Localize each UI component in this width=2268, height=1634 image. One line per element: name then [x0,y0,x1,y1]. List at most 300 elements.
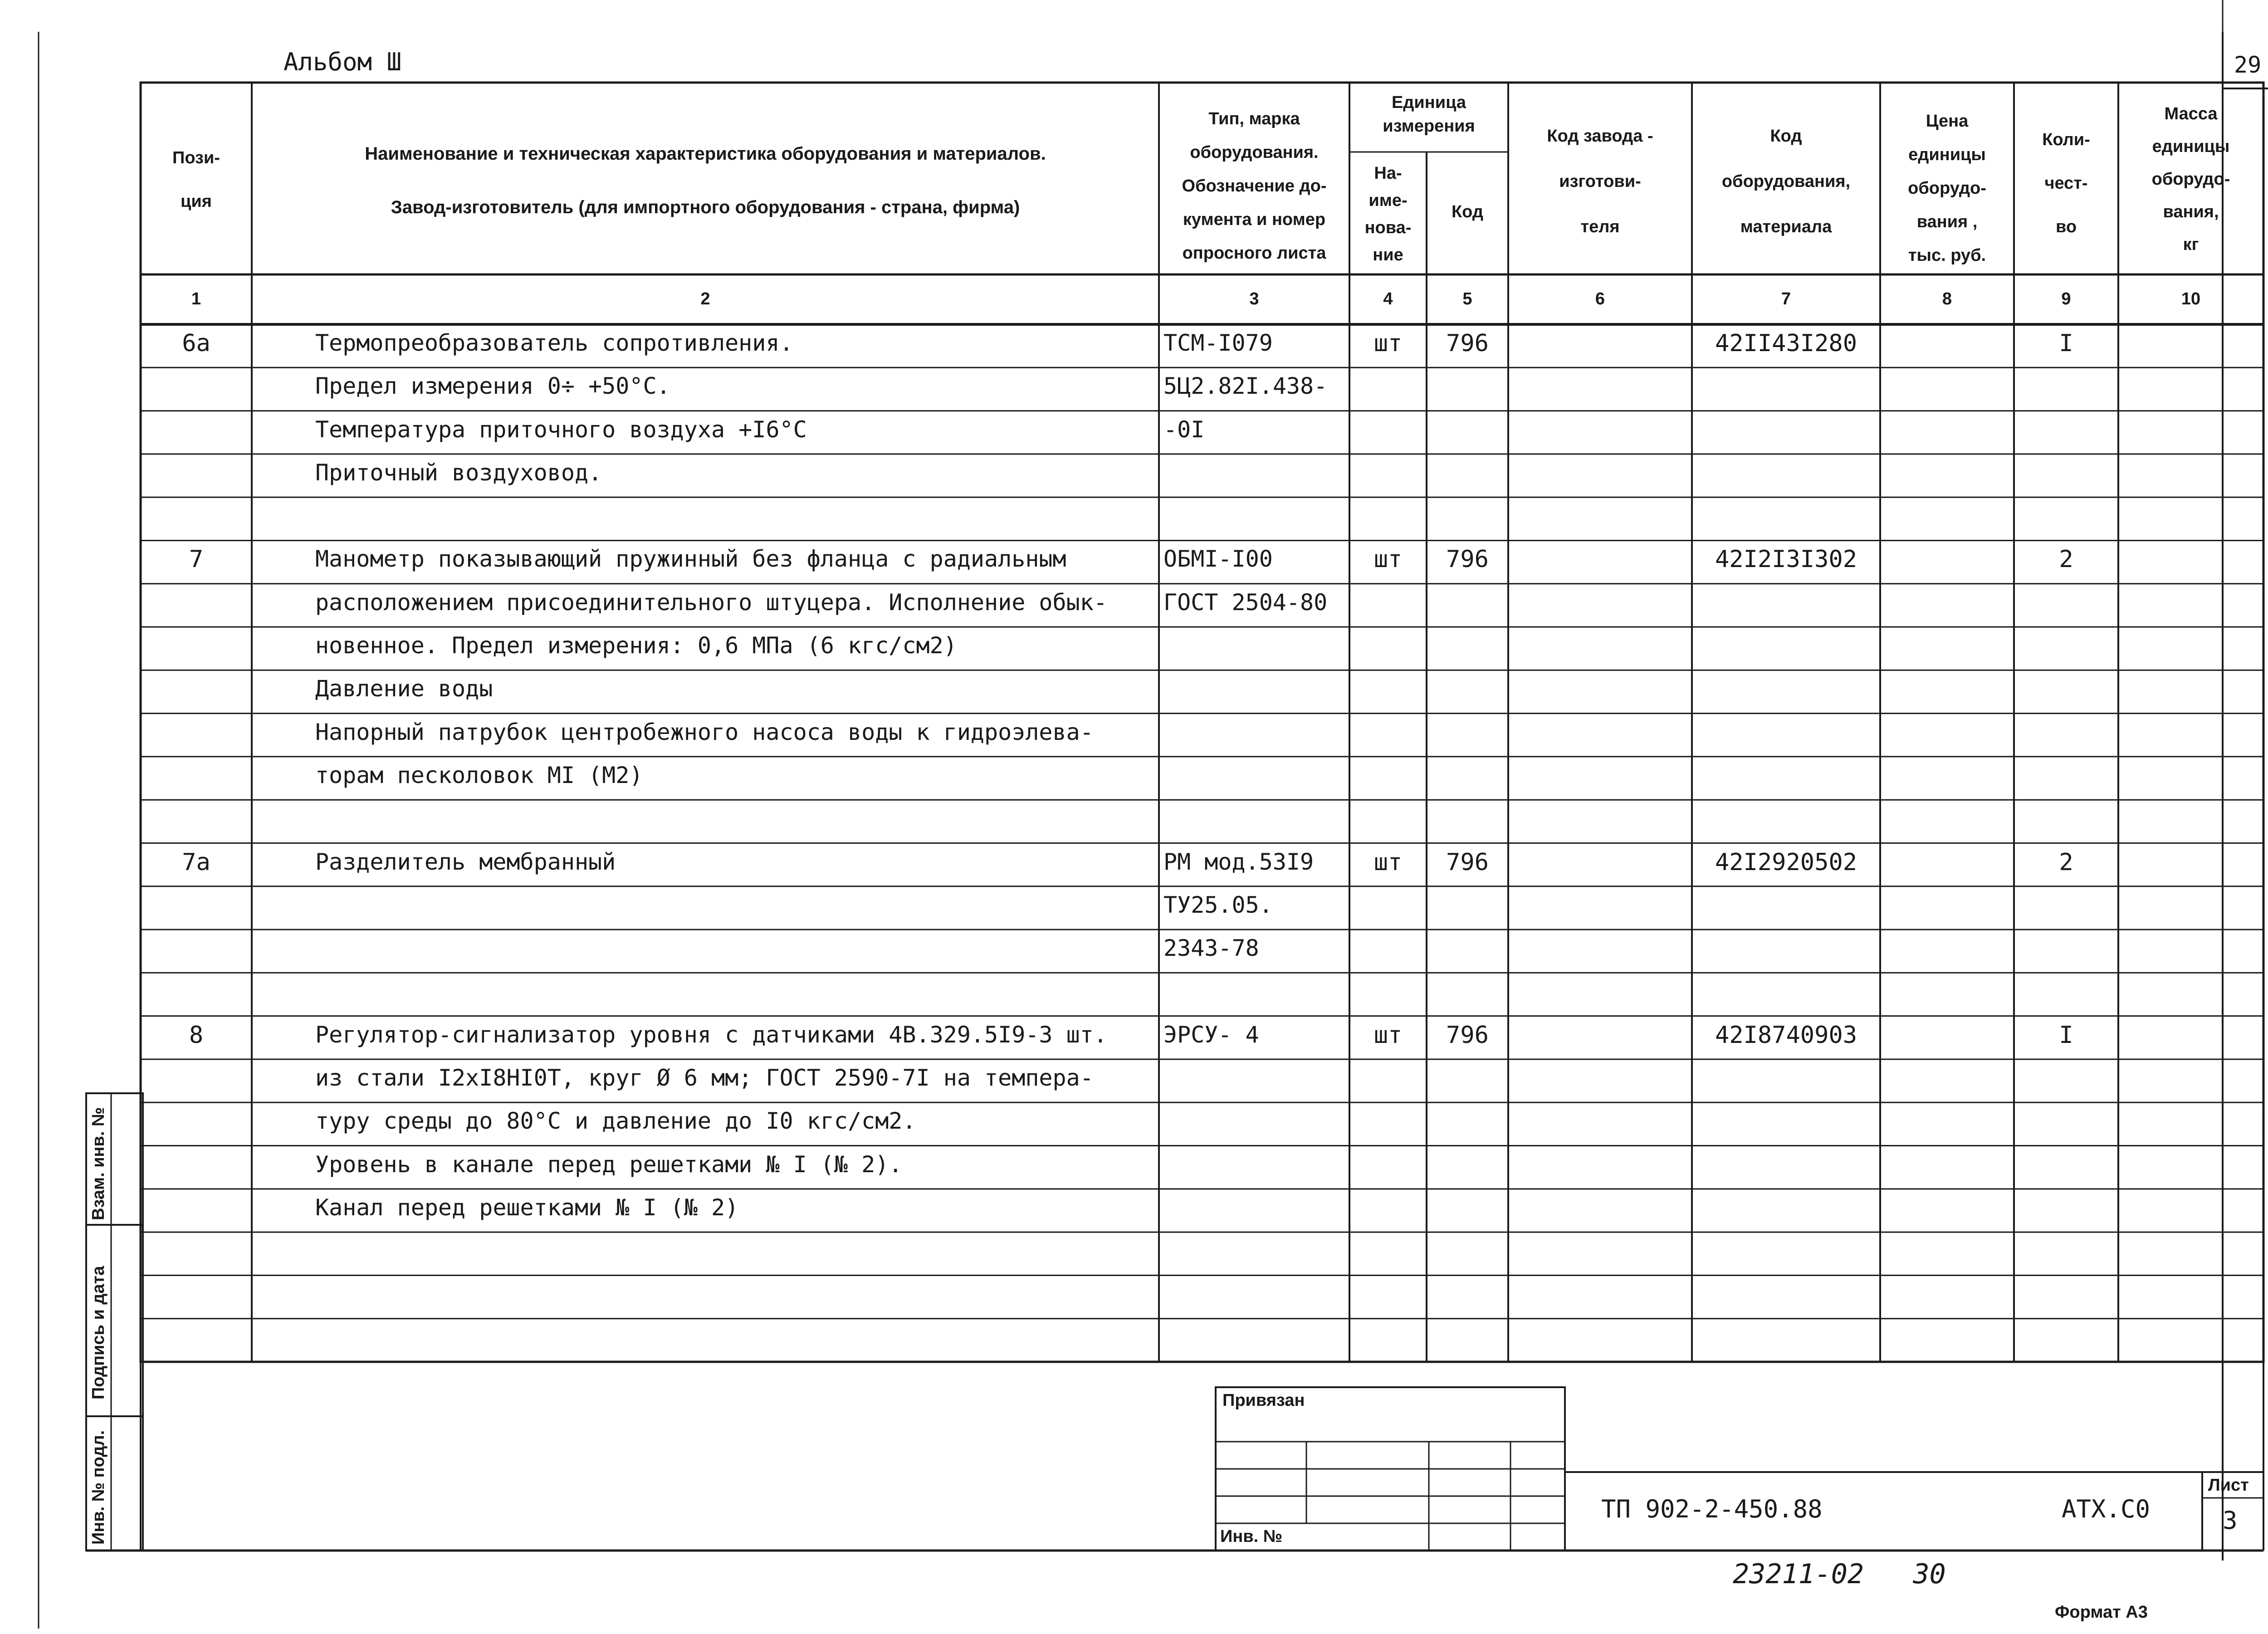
table-cell [1880,851,2014,889]
document-code: ТП 902-2-450.88 [1601,1495,1823,1523]
col-header-unit-name [1349,160,1427,269]
column-number: 1 [191,289,201,308]
col-header-equipment-code [1692,113,1880,250]
col-header-line: единицы [2152,137,2230,156]
table-cell: 5Ц2.82I.438- [1163,375,1328,400]
table-cell [1508,1282,1692,1321]
table-cell [1427,894,1508,932]
table-cell [1880,937,2014,975]
col-header-unit [1349,91,1508,138]
col-header-name [254,127,1157,234]
table-cell [1880,461,2014,500]
table-cell: 6а [182,332,210,357]
table-cell [2014,504,2118,543]
col-header-line: Цена [1926,112,1969,131]
table-cell: 7а [182,850,210,876]
sheet-number: 3 [2223,1506,2238,1535]
table-cell: 2343-78 [1163,937,1259,962]
document-mark: АТХ.С0 [2062,1495,2151,1523]
table-cell [1880,980,2014,1018]
table-cell [141,1153,252,1192]
table-cell [2118,1239,2263,1278]
table-cell [1692,1282,1880,1321]
table-cell [141,980,252,1018]
table-cell [1163,1196,1349,1235]
table-cell [2014,1110,2118,1148]
col-header-line: Пози- [172,148,220,167]
table-cell [1880,375,2014,413]
table-cell [315,937,1159,975]
table-cell [1508,634,1692,673]
table-cell [1508,591,1692,630]
table-cell [2118,937,2263,975]
table-cell [1163,677,1349,716]
table-cell: 2 [2059,548,2073,573]
table-cell [1427,461,1508,500]
col-header-line: нова- [1364,218,1412,237]
table-cell [1692,807,1880,846]
table-cell [141,937,252,975]
table-cell: 796 [1446,850,1489,876]
table-cell [141,764,252,802]
table-cell [1880,1282,2014,1321]
table-cell [2014,894,2118,932]
table-cell [1427,418,1508,457]
table-cell [2118,764,2263,802]
table-cell [141,721,252,759]
table-cell: I [2059,1023,2073,1049]
table-cell [1880,1326,2014,1365]
sheet-label: Лист [2208,1476,2249,1495]
table-cell [2014,1196,2118,1235]
table-cell [1163,1067,1349,1105]
stamp-original-inventory: Инв. № подл. [89,1430,108,1545]
table-cell [2014,721,2118,759]
table-cell [1427,1067,1508,1105]
table-cell [1508,1196,1692,1235]
table-cell [1163,807,1349,846]
table-cell: -0I [1163,418,1205,443]
col-header-line: Завод-изготовитель (для импортного оборудования - страна, фирма) [391,197,1020,217]
table-cell [141,461,252,500]
table-cell [2118,548,2263,586]
col-header-type [1161,102,1347,270]
table-cell [141,504,252,543]
table-cell [1880,418,2014,457]
table-cell: 42I2920502 [1715,850,1857,876]
table-cell [141,375,252,413]
table-cell [141,418,252,457]
col-header-mass [2118,98,2263,261]
col-header-position [141,136,252,223]
table-cell [1349,375,1427,413]
table-cell [1427,1196,1508,1235]
table-cell [2118,1196,2263,1235]
table-cell: ТСМ-I079 [1163,332,1273,356]
table-cell: Уровень в канале перед решетками № I (№ 2). [315,1153,903,1178]
table-cell [1692,1326,1880,1365]
col-header-line: оборудо- [2151,170,2230,189]
col-header-line: теля [1580,217,1620,236]
table-cell [1349,591,1427,630]
table-cell [141,1326,252,1365]
table-cell: из стали I2хI8НI0Т, круг Ø 6 мм; ГОСТ 2590-7I на темпера- [315,1066,1094,1091]
table-cell [1427,1326,1508,1365]
table-cell [1880,894,2014,932]
table-cell [1163,764,1349,802]
table-cell: Давление воды [315,677,493,702]
table-cell [2014,461,2118,500]
table-cell [2118,1023,2263,1062]
table-cell [1880,548,2014,586]
table-cell [141,807,252,846]
table-cell [2014,634,2118,673]
table-cell [2118,504,2263,543]
table-cell [2014,980,2118,1018]
col-header-quantity [2014,118,2118,249]
column-number: 6 [1595,289,1605,308]
col-header-line: Масса [2164,104,2218,123]
table-cell [2118,894,2263,932]
table-cell [1692,1067,1880,1105]
table-cell [1508,937,1692,975]
table-cell [1163,1110,1349,1148]
table-cell [1508,375,1692,413]
table-cell [315,980,1159,1018]
table-cell [1508,418,1692,457]
table-cell [1163,504,1349,543]
table-cell [1349,418,1427,457]
table-cell [2118,1326,2263,1365]
table-cell [1880,764,2014,802]
table-cell: шт [1374,1023,1403,1049]
table-cell: ГОСТ 2504-80 [1163,591,1328,616]
table-cell [1880,1023,2014,1062]
table-cell [2118,591,2263,630]
table-cell [2118,807,2263,846]
table-cell [1349,721,1427,759]
col-header-line: во [2055,217,2077,236]
stamp-replacement-inventory: Взам. инв. № [89,1107,108,1220]
table-cell [1427,1282,1508,1321]
table-cell [315,1282,1159,1321]
column-number: 2 [700,289,710,308]
table-cell: Канал перед решетками № I (№ 2) [315,1196,739,1221]
table-cell [141,1282,252,1321]
table-cell [2118,418,2263,457]
table-cell: 796 [1446,332,1489,357]
table-cell [1349,634,1427,673]
table-cell: Термопреобразователь сопротивления. [315,332,793,356]
table-cell [1508,721,1692,759]
table-cell [1427,1110,1508,1148]
table-cell [1427,937,1508,975]
table-cell: 42II43I280 [1715,332,1857,357]
col-header-line: Наименование и техническая характеристика оборудования и материалов. [365,144,1046,164]
table-cell [2118,851,2263,889]
table-cell [1508,1326,1692,1365]
table-cell: Температура приточного воздуха +I6°С [315,418,807,443]
table-cell [141,1110,252,1148]
table-cell [315,807,1159,846]
table-cell [141,591,252,630]
table-cell [315,504,1159,543]
table-cell [1349,807,1427,846]
table-cell [2014,1153,2118,1192]
table-cell [1880,332,2014,370]
col-header-factory-code [1508,113,1692,250]
table-cell [1349,504,1427,543]
table-cell [1163,1239,1349,1278]
col-header-line: Единица [1391,93,1466,112]
table-cell [1508,504,1692,543]
table-cell [141,1067,252,1105]
table-cell [1427,634,1508,673]
table-cell [2118,721,2263,759]
table-cell [1508,980,1692,1018]
table-cell [2014,1239,2118,1278]
col-header-line: име- [1369,191,1408,210]
table-cell [2118,461,2263,500]
table-cell [1880,677,2014,716]
table-cell [1692,721,1880,759]
table-cell [141,634,252,673]
table-cell [141,677,252,716]
table-cell [1349,1326,1427,1365]
table-cell [1880,721,2014,759]
table-cell [1508,1110,1692,1148]
table-cell [1508,677,1692,716]
table-cell [2118,375,2263,413]
table-cell [1349,1196,1427,1235]
table-cell: 7 [189,548,204,573]
table-cell [1163,461,1349,500]
table-cell [315,1239,1159,1278]
table-cell: ОБМI-I00 [1163,548,1273,572]
col-header-line: ние [1373,245,1403,264]
table-cell [1692,894,1880,932]
table-cell [1163,721,1349,759]
table-cell: шт [1374,332,1403,357]
table-cell [315,894,1159,932]
table-cell [2118,980,2263,1018]
table-cell [1692,375,1880,413]
table-cell [1880,1067,2014,1105]
table-cell [1692,677,1880,716]
col-header-line: Код завода - [1547,127,1653,146]
table-cell: расположением присоединительного штуцера. Исполнение обык- [315,591,1107,616]
column-number: 4 [1383,289,1393,308]
table-cell [141,894,252,932]
table-cell [2014,591,2118,630]
col-header-line: оборудования, [1721,172,1851,191]
table-cell [1880,504,2014,543]
table-cell: Регулятор-сигнализатор уровня с датчиками 4В.329.5I9-3 шт. [315,1023,1107,1048]
table-cell [2014,807,2118,846]
col-header-line: Код [1451,202,1484,221]
table-cell: Предел измерения 0÷ +50°С. [315,375,670,400]
table-cell [1880,1196,2014,1235]
table-cell [1692,461,1880,500]
table-cell [1508,461,1692,500]
col-header-line: измерения [1383,117,1475,136]
table-cell: шт [1374,548,1403,573]
table-cell: 2 [2059,850,2073,876]
column-number: 9 [2061,289,2071,308]
table-cell [1508,1153,1692,1192]
table-cell: 8 [189,1023,204,1049]
table-cell [2118,1153,2263,1192]
column-number: 3 [1249,289,1259,308]
table-cell [1427,1239,1508,1278]
table-cell [1692,591,1880,630]
table-cell [1163,634,1349,673]
col-header-line: чест- [2044,174,2088,193]
col-header-line: вания, [2163,202,2219,221]
table-cell [1508,332,1692,370]
table-cell [1427,504,1508,543]
table-cell: 796 [1446,548,1489,573]
table-cell [2014,375,2118,413]
table-cell [1163,1282,1349,1321]
col-header-line: опросного листа [1182,244,1326,263]
col-header-line: изготови- [1559,172,1641,191]
col-header-price [1880,104,2014,272]
table-cell [2118,332,2263,370]
table-cell [1692,980,1880,1018]
table-cell: Манометр показывающий пружинный без фланца с радиальным [315,548,1066,572]
table-cell [1508,1067,1692,1105]
table-cell: Приточный воздуховод. [315,461,602,486]
table-cell [1880,807,2014,846]
table-cell [2118,634,2263,673]
table-cell [1880,634,2014,673]
table-cell: РМ мод.53I9 [1163,850,1314,875]
table-cell [141,1196,252,1235]
table-cell [1427,764,1508,802]
table-cell [1692,634,1880,673]
table-cell [2118,1067,2263,1105]
table-cell [1508,807,1692,846]
table-cell: 796 [1446,1023,1489,1049]
table-cell [1427,375,1508,413]
table-cell [1692,764,1880,802]
col-header-line: На- [1374,164,1402,183]
column-number: 5 [1462,289,1472,308]
table-cell: ЭРСУ- 4 [1163,1023,1259,1048]
table-cell [1427,677,1508,716]
page-number: 29 [2234,52,2262,78]
stamp-signature-date: Подпись и дата [89,1266,108,1399]
table-cell [1427,1153,1508,1192]
table-cell [1692,1196,1880,1235]
table-cell [1427,591,1508,630]
col-header-line: кг [2183,235,2199,254]
table-cell [1349,461,1427,500]
table-cell: Разделитель мембранный [315,850,616,875]
table-cell [2014,764,2118,802]
table-cell [1508,851,1692,889]
table-cell: 42I2I3I302 [1715,548,1857,573]
table-cell [1349,937,1427,975]
table-cell [2014,1326,2118,1365]
table-cell [1880,1239,2014,1278]
col-header-line: тыс. руб. [1908,246,1986,265]
col-header-line: Код [1770,127,1802,146]
col-header-line: Обозначение до- [1182,176,1327,196]
col-header-line: кумента и номер [1183,210,1326,229]
table-cell [1692,1239,1880,1278]
table-cell [2014,418,2118,457]
table-cell [2014,677,2118,716]
table-cell [1349,1110,1427,1148]
table-cell [1349,1239,1427,1278]
col-header-line: материала [1740,217,1832,236]
table-cell [1692,504,1880,543]
table-cell [1692,1153,1880,1192]
table-cell [1692,937,1880,975]
table-cell [1692,418,1880,457]
table-cell [1349,894,1427,932]
table-cell: новенное. Предел измерения: 0,6 МПа (6 кгс/см2) [315,634,957,659]
table-cell [141,1239,252,1278]
table-cell [1349,1153,1427,1192]
table-cell [1427,721,1508,759]
table-cell [1349,980,1427,1018]
table-cell [2118,1110,2263,1148]
table-cell [1427,807,1508,846]
table-cell [1880,591,2014,630]
handwritten-archive-number: 23211-02 30 [1733,1558,1946,1590]
table-cell: шт [1374,850,1403,876]
table-cell [1508,894,1692,932]
album-label: Альбом Ш [284,48,402,76]
table-cell [2118,677,2263,716]
table-cell [1692,1110,1880,1148]
table-cell [1349,764,1427,802]
col-header-unit-code [1427,195,1508,229]
table-cell [1349,1067,1427,1105]
table-cell [1349,1282,1427,1321]
table-cell [1880,1153,2014,1192]
table-cell [1508,764,1692,802]
col-header-line: единицы [1908,145,1986,164]
table-cell [1427,980,1508,1018]
column-number: 7 [1781,289,1791,308]
col-header-line: Коли- [2042,130,2090,149]
col-header-line: ция [181,192,212,211]
table-cell: туру среды до 80°С и давление до I0 кгс/см2. [315,1110,916,1135]
table-cell: 42I8740903 [1715,1023,1857,1049]
col-header-line: оборудо- [1908,179,1986,198]
table-cell [2014,1067,2118,1105]
table-cell [1508,1239,1692,1278]
table-cell [1880,1110,2014,1148]
table-cell [1163,980,1349,1018]
col-header-line: Тип, марка [1208,109,1300,128]
table-cell [2118,1282,2263,1321]
stamp-privyazan: Привязан [1222,1391,1305,1410]
table-cell [2014,1282,2118,1321]
table-cell: Напорный патрубок центробежного насоса воды к гидроэлева- [315,720,1094,745]
table-cell [1163,1326,1349,1365]
column-number: 10 [2181,289,2201,308]
paper-format: Формат А3 [2055,1603,2148,1622]
col-header-line: оборудования. [1190,143,1319,162]
table-cell [315,1326,1159,1365]
table-cell [2014,937,2118,975]
table-cell [1508,1023,1692,1062]
